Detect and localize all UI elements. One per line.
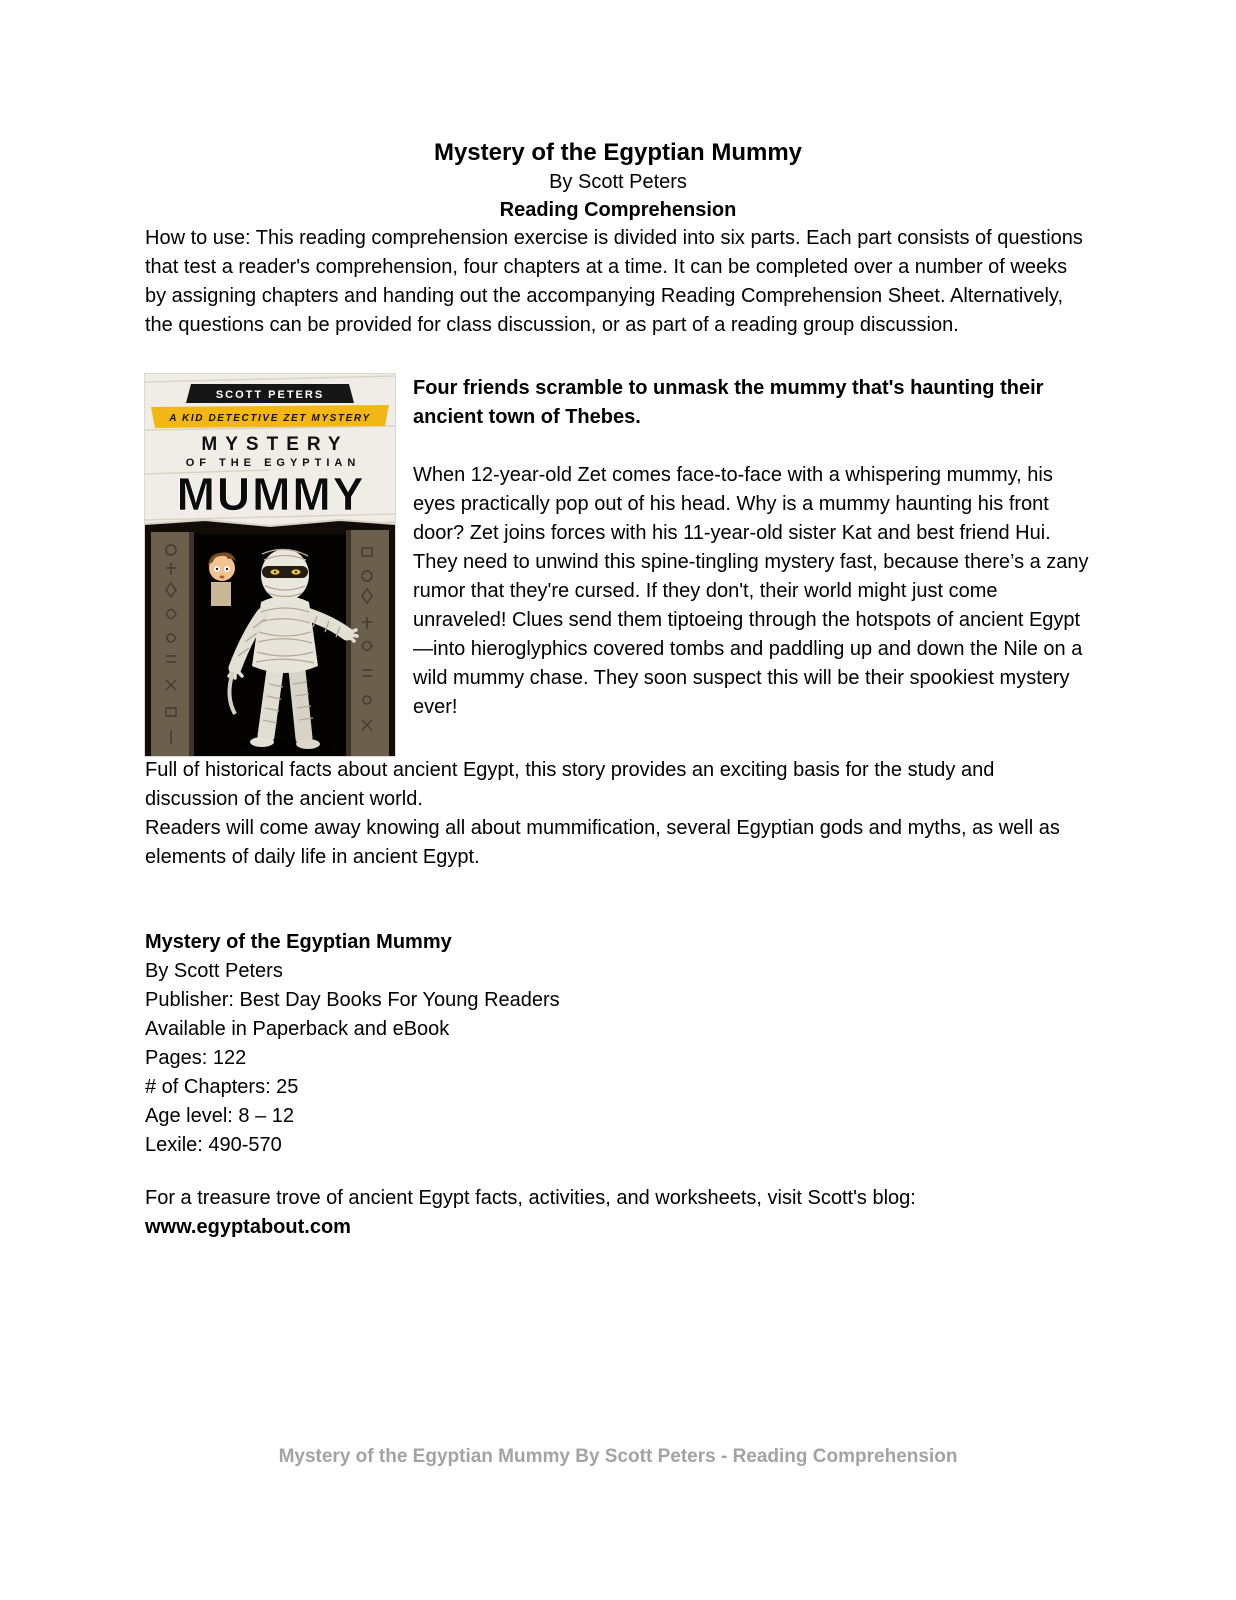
door-jamb-left <box>151 532 193 756</box>
page-subtitle: Reading Comprehension <box>499 199 737 221</box>
book-headline: Four friends scramble to unmask the mummy that's haunting their ancient town of Thebes. <box>413 377 1044 428</box>
details-formats: Available in Paperback and eBook <box>145 1018 450 1040</box>
cover-author-text: SCOTT PETERS <box>215 389 325 401</box>
cover-series-text: A KID DETECTIVE ZET MYSTERY <box>169 413 371 424</box>
details-publisher: Publisher: Best Day Books For Young Readers <box>145 989 560 1011</box>
page-footer: Mystery of the Egyptian Mummy By Scott Peters - Reading Comprehension <box>278 1446 958 1467</box>
details-pages: Pages: 122 <box>145 1047 247 1069</box>
page-title: Mystery of the Egyptian Mummy <box>433 139 803 166</box>
blog-url: www.egyptabout.com <box>145 1216 351 1238</box>
details-author: By Scott Peters <box>145 960 283 982</box>
page-author: By Scott Peters <box>549 171 687 193</box>
how-to-use-paragraph: How to use: This reading comprehension exercise is divided into six parts. Each part consists of questions that test a reader's comprehension, four chapters at a time. It can be completed over a number of weeks by assigning chapters and handing out the accompanying Reading Comprehension Sheet. Alternatively, the questions can be provided for class discussion, or as part of a reading group discussion. <box>145 227 1083 336</box>
cover-title-line1: MYSTERY <box>201 434 349 455</box>
title-block <box>145 138 1091 224</box>
readers-paragraph: Readers will come away knowing all about mummification, several Egyptian gods and myths, as well as elements of daily life in ancient Egypt. <box>145 817 1060 868</box>
book-details-block <box>145 928 1091 1160</box>
door-jamb-right <box>347 530 389 756</box>
cover-title-line2: OF THE EGYPTIAN <box>185 457 361 469</box>
book-section <box>145 374 1091 756</box>
historical-facts-paragraph: Full of historical facts about ancient Egypt, this story provides an exciting basis for the study and discussion of the ancient world. <box>145 759 995 810</box>
book-synopsis: When 12-year-old Zet comes face-to-face with a whispering mummy, his eyes practically pop out of his head. Why is a mummy haunting his front door? Zet joins forces with his 11-year-old sister Kat and best friend Hui. They need to unwind this spine-tingling mystery fast, because there’s a zany rumor that they're cursed. If they don't, their world might just come unraveled! Clues send them tiptoeing through the hotspots of ancient Egypt—into hieroglyphics covered tombs and paddling up and down the Nile on a wild mummy chase. They soon suspect this will be their spookiest mystery ever! <box>413 464 1089 718</box>
book-description <box>413 374 1091 722</box>
details-age-level: Age level: 8 – 12 <box>145 1105 294 1127</box>
door-frame-left-edge <box>189 532 194 756</box>
details-chapters: # of Chapters: 25 <box>145 1076 299 1098</box>
door-frame-right-edge <box>346 530 351 756</box>
book-cover-illustration <box>145 374 395 756</box>
blog-block <box>145 1184 1091 1242</box>
cover-title-main: MUMMY <box>176 468 366 520</box>
blog-text: For a treasure trove of ancient Egypt facts, activities, and worksheets, visit Scott's blog: <box>145 1187 916 1209</box>
book-cover-image <box>145 374 395 756</box>
details-lexile: Lexile: 490-570 <box>145 1134 282 1156</box>
details-title: Mystery of the Egyptian Mummy <box>145 931 452 953</box>
